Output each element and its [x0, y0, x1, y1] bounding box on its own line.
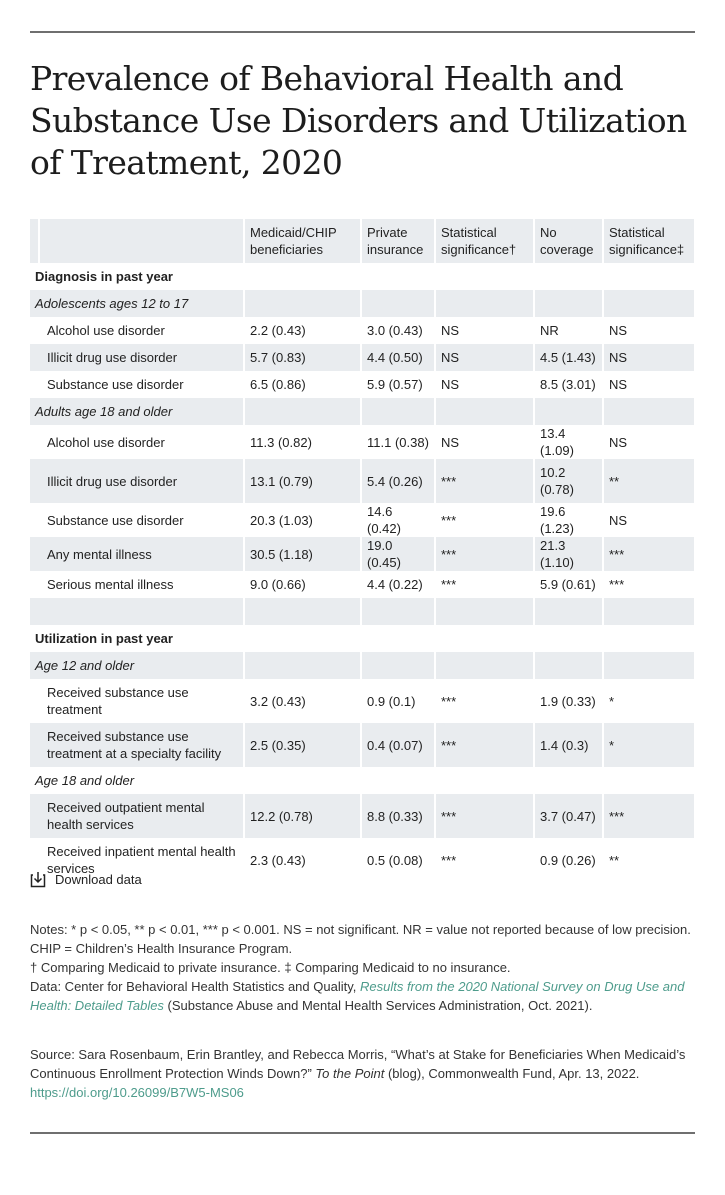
header-significance-none: Statistical significance‡: [604, 219, 694, 263]
table-row: [30, 794, 694, 838]
subgroup-label: Age 18 and older: [35, 773, 135, 788]
header-private: Private insurance: [362, 219, 436, 263]
cell-significance-private: ***: [436, 838, 535, 882]
subgroup-label: Adults age 18 and older: [30, 398, 245, 425]
cell-private: 3.0 (0.43): [362, 317, 436, 344]
subgroup-label: Adolescents ages 12 to 17: [30, 290, 245, 317]
cell-private: [362, 398, 436, 425]
bottom-rule: [30, 1132, 695, 1134]
cell-medicaid: 2.5 (0.35): [245, 723, 362, 767]
cell-medicaid: 13.1 (0.79): [245, 459, 362, 503]
cell-private: 4.4 (0.22): [362, 571, 436, 598]
download-label: Download data: [55, 871, 142, 887]
notes-significance: Notes: * p < 0.05, ** p < 0.01, *** p < 0.001. NS = not significant. NR = value not reported because of low precision. CHIP = Children’s Health Insurance Program.: [30, 922, 691, 956]
cell-significance-none: NS: [609, 512, 628, 528]
page-title: Prevalence of Behavioral Health and Substance Use Disorders and Utilization of Treatment, 2020: [30, 59, 687, 182]
subgroup-label: Age 12 and older: [30, 652, 245, 679]
cell-significance-none: NS: [609, 323, 628, 338]
notes: [30, 920, 700, 1015]
row-label: Substance use disorder: [30, 371, 245, 398]
table-row: [30, 503, 694, 537]
data-source-link-text: Results from the 2020 National Survey on Drug Use and Health: Detailed Tables: [30, 979, 685, 1013]
section-heading: Utilization in past year: [35, 631, 173, 646]
row-label: Received outpatient mental health services: [30, 794, 245, 838]
download-icon: [30, 871, 46, 888]
cell-medicaid: 3.2 (0.43): [245, 679, 362, 723]
row-label: Serious mental illness: [30, 571, 245, 598]
source-middle: (blog), Commonwealth Fund, Apr. 13, 2022.: [384, 1066, 640, 1081]
cell-significance-none: **: [609, 852, 620, 868]
row-label: Received inpatient mental health services: [30, 838, 245, 882]
cell-significance-none: [604, 290, 694, 317]
cell-no-coverage: 10.2 (0.78): [535, 459, 604, 503]
download-data-link[interactable]: [30, 870, 142, 888]
table-subgroup-row: [30, 398, 694, 425]
top-rule: [30, 31, 695, 33]
cell-significance-private: [436, 290, 535, 317]
section-heading: Diagnosis in past year: [35, 269, 173, 284]
table-row: [30, 459, 694, 503]
table-row: [30, 723, 694, 767]
notes-data-source: [30, 977, 700, 1015]
source-citation: [30, 1045, 700, 1102]
cell-private: 0.4 (0.07): [362, 723, 436, 767]
cell-no-coverage: 19.6 (1.23): [535, 503, 604, 537]
table-header-row: [30, 219, 694, 263]
row-label: Received substance use treatment: [30, 679, 245, 723]
table-section-row: [30, 263, 694, 290]
cell-private: 14.6 (0.42): [362, 503, 436, 537]
cell-no-coverage: 13.4 (1.09): [535, 425, 604, 459]
cell-significance-none: ***: [609, 577, 625, 592]
cell-significance-none: [604, 598, 694, 625]
cell-significance-private: NS: [436, 344, 535, 371]
cell-medicaid: 12.2 (0.78): [245, 794, 362, 838]
row-label: Illicit drug use disorder: [30, 459, 245, 503]
table-row: [30, 571, 694, 598]
header-medicaid: Medicaid/CHIP beneficiaries: [245, 219, 362, 263]
cell-private: 5.9 (0.57): [362, 371, 436, 398]
table-row: [30, 425, 694, 459]
cell-significance-private: ***: [436, 459, 535, 503]
table-row: [30, 317, 694, 344]
cell-medicaid: 2.2 (0.43): [245, 317, 362, 344]
cell-significance-none: NS: [609, 377, 628, 392]
table-subgroup-row: [30, 652, 694, 679]
cell-private: 8.8 (0.33): [362, 794, 436, 838]
cell-medicaid: 9.0 (0.66): [245, 571, 362, 598]
cell-private: [362, 290, 436, 317]
cell-no-coverage: 0.9 (0.26): [535, 838, 604, 882]
cell-no-coverage: 1.4 (0.3): [535, 723, 604, 767]
cell-significance-none: [604, 652, 694, 679]
header-spacer: [30, 219, 40, 263]
row-label: Received substance use treatment at a specialty facility: [30, 723, 245, 767]
cell-medicaid: 30.5 (1.18): [245, 537, 362, 571]
cell-no-coverage: [535, 398, 604, 425]
cell-no-coverage: [535, 290, 604, 317]
cell-significance-none: *: [609, 693, 615, 709]
source-doi-link[interactable]: https://doi.org/10.26099/B7W5-MS06: [30, 1085, 244, 1100]
cell-no-coverage: 3.7 (0.47): [535, 794, 604, 838]
cell-significance-private: [436, 652, 535, 679]
data-table: [30, 219, 694, 882]
table-body: [30, 263, 694, 882]
cell-private: 0.5 (0.08): [362, 838, 436, 882]
table-subgroup-row: [30, 290, 694, 317]
cell-significance-private: ***: [436, 723, 535, 767]
table-row: [30, 679, 694, 723]
table-section-row: [30, 625, 694, 652]
cell-significance-private: ***: [436, 537, 535, 571]
cell-medicaid: [245, 398, 362, 425]
cell-no-coverage: 8.5 (3.01): [535, 371, 604, 398]
cell-private: 4.4 (0.50): [362, 344, 436, 371]
cell-private: [362, 598, 436, 625]
cell-significance-private: [436, 398, 535, 425]
table-row: [30, 537, 694, 571]
cell-significance-private: [436, 598, 535, 625]
source-prefix: Source: Sara Rosenbaum, Erin Brantley, and Rebecca Morris, “What’s at Stake for Beneficiaries When Medicaid’s Continuous Enrollment Protection Winds Down?”: [30, 1047, 686, 1081]
row-label: Substance use disorder: [30, 503, 245, 537]
cell-significance-private: ***: [436, 794, 535, 838]
cell-significance-private: ***: [436, 503, 535, 537]
table-subgroup-row: [30, 767, 694, 794]
cell-significance-private: ***: [436, 571, 535, 598]
cell-private: 19.0 (0.45): [362, 537, 436, 571]
row-label: Alcohol use disorder: [30, 425, 245, 459]
cell-significance-private: ***: [436, 679, 535, 723]
cell-no-coverage: NR: [535, 317, 604, 344]
cell-no-coverage: 4.5 (1.43): [535, 344, 604, 371]
cell-significance-private: NS: [436, 371, 535, 398]
cell-significance-none: ***: [604, 537, 694, 571]
data-source-suffix: (Substance Abuse and Mental Health Services Administration, Oct. 2021).: [163, 998, 593, 1013]
row-label: Any mental illness: [30, 537, 245, 571]
data-source-prefix: Data: Center for Behavioral Health Statistics and Quality,: [30, 979, 360, 994]
cell-medicaid: [245, 652, 362, 679]
source-blog-name: To the Point: [315, 1066, 385, 1081]
cell-significance-none: NS: [609, 434, 628, 450]
cell-no-coverage: [535, 598, 604, 625]
cell-no-coverage: [535, 652, 604, 679]
cell-significance-none: ***: [604, 794, 694, 838]
cell-private: 11.1 (0.38): [362, 425, 436, 459]
cell-medicaid: [245, 290, 362, 317]
cell-private: 0.9 (0.1): [362, 679, 436, 723]
cell-private: 5.4 (0.26): [362, 459, 436, 503]
cell-significance-private: NS: [436, 425, 535, 459]
header-significance-private: Statistical significance†: [436, 219, 535, 263]
cell-significance-none: [604, 398, 694, 425]
cell-medicaid: 11.3 (0.82): [245, 425, 362, 459]
cell-medicaid: [245, 598, 362, 625]
cell-significance-private: NS: [436, 317, 535, 344]
cell-no-coverage: 1.9 (0.33): [535, 679, 604, 723]
cell-medicaid: 2.3 (0.43): [245, 838, 362, 882]
table-spacer-row: [30, 598, 694, 625]
cell-significance-none: NS: [604, 344, 694, 371]
cell-medicaid: 5.7 (0.83): [245, 344, 362, 371]
cell-no-coverage: 5.9 (0.61): [535, 571, 604, 598]
notes-comparison: † Comparing Medicaid to private insurance. ‡ Comparing Medicaid to no insurance.: [30, 960, 511, 975]
row-label: Illicit drug use disorder: [30, 344, 245, 371]
table-row: [30, 344, 694, 371]
row-label: Alcohol use disorder: [30, 317, 245, 344]
header-no-coverage: No coverage: [535, 219, 604, 263]
cell-significance-none: *: [604, 723, 694, 767]
row-label: [30, 598, 245, 625]
cell-medicaid: 20.3 (1.03): [245, 503, 362, 537]
cell-significance-none: **: [604, 459, 694, 503]
cell-private: [362, 652, 436, 679]
cell-no-coverage: 21.3 (1.10): [535, 537, 604, 571]
table-row: [30, 371, 694, 398]
header-label-col: [40, 219, 245, 263]
cell-medicaid: 6.5 (0.86): [245, 371, 362, 398]
